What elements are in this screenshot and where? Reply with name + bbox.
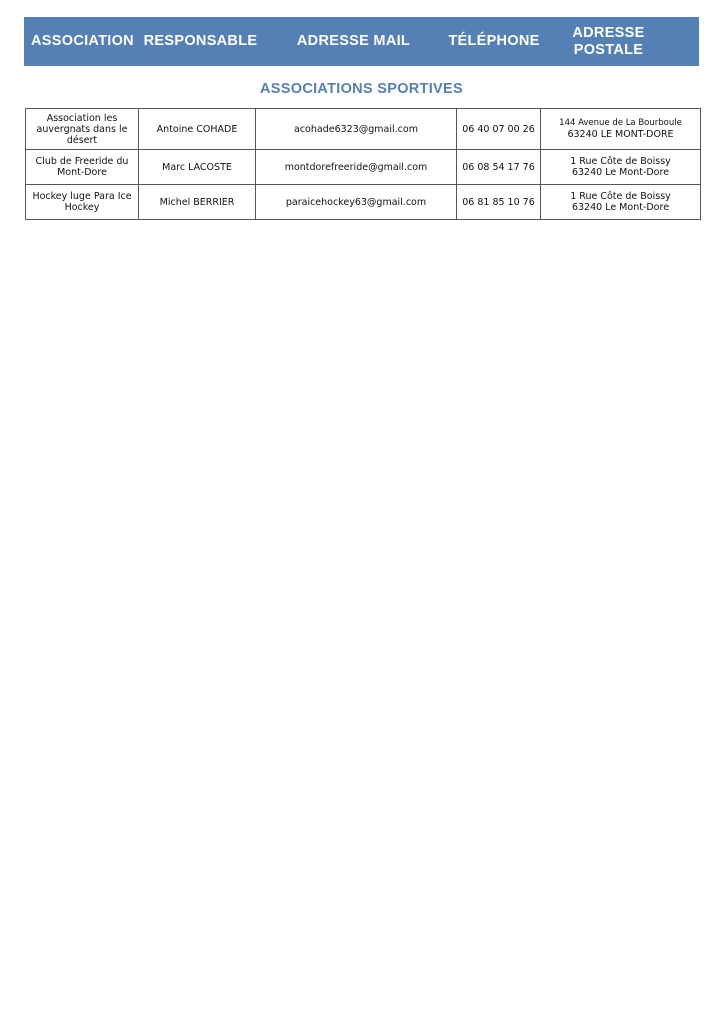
postal-address-line1: 144 Avenue de La Bourboule [559, 118, 682, 128]
association-name: Hockey luge Para Ice Hockey [26, 185, 139, 220]
header-association: ASSOCIATION [31, 33, 134, 49]
phone-number: 06 81 85 10 76 [457, 185, 541, 220]
phone-number: 06 08 54 17 76 [457, 150, 541, 185]
table-row [26, 185, 701, 220]
header-telephone: TÉLÉPHONE [448, 33, 540, 49]
responsable-name: Marc LACOSTE [139, 150, 256, 185]
association-name: Association les auvergnats dans le désert [26, 109, 139, 150]
postal-address [541, 185, 701, 220]
email-address[interactable]: paraicehockey63@gmail.com [256, 185, 457, 220]
header-adresse-postale: ADRESSE POSTALE [572, 24, 645, 58]
associations-table [25, 108, 701, 220]
header-responsable: RESPONSABLE [143, 33, 258, 49]
postal-address [541, 109, 701, 150]
postal-address-line2: 63240 Le Mont-Dore [571, 167, 670, 178]
section-title: ASSOCIATIONS SPORTIVES [260, 81, 463, 97]
postal-address-line1: 1 Rue Côte de Boissy [570, 156, 671, 167]
table-row [26, 109, 701, 150]
table-row [26, 150, 701, 185]
postal-address-line1: 1 Rue Côte de Boissy [570, 191, 671, 202]
postal-address-line2: 63240 LE MONT-DORE [567, 129, 674, 140]
postal-address [541, 150, 701, 185]
email-address[interactable]: acohade6323@gmail.com [256, 109, 457, 150]
postal-address-line2: 63240 Le Mont-Dore [571, 202, 670, 213]
responsable-name: Michel BERRIER [139, 185, 256, 220]
association-name: Club de Freeride du Mont-Dore [26, 150, 139, 185]
phone-number: 06 40 07 00 26 [457, 109, 541, 150]
responsable-name: Antoine COHADE [139, 109, 256, 150]
header-adresse-mail: ADRESSE MAIL [296, 33, 411, 49]
table-header-bar [24, 17, 699, 66]
email-address[interactable]: montdorefreeride@gmail.com [256, 150, 457, 185]
